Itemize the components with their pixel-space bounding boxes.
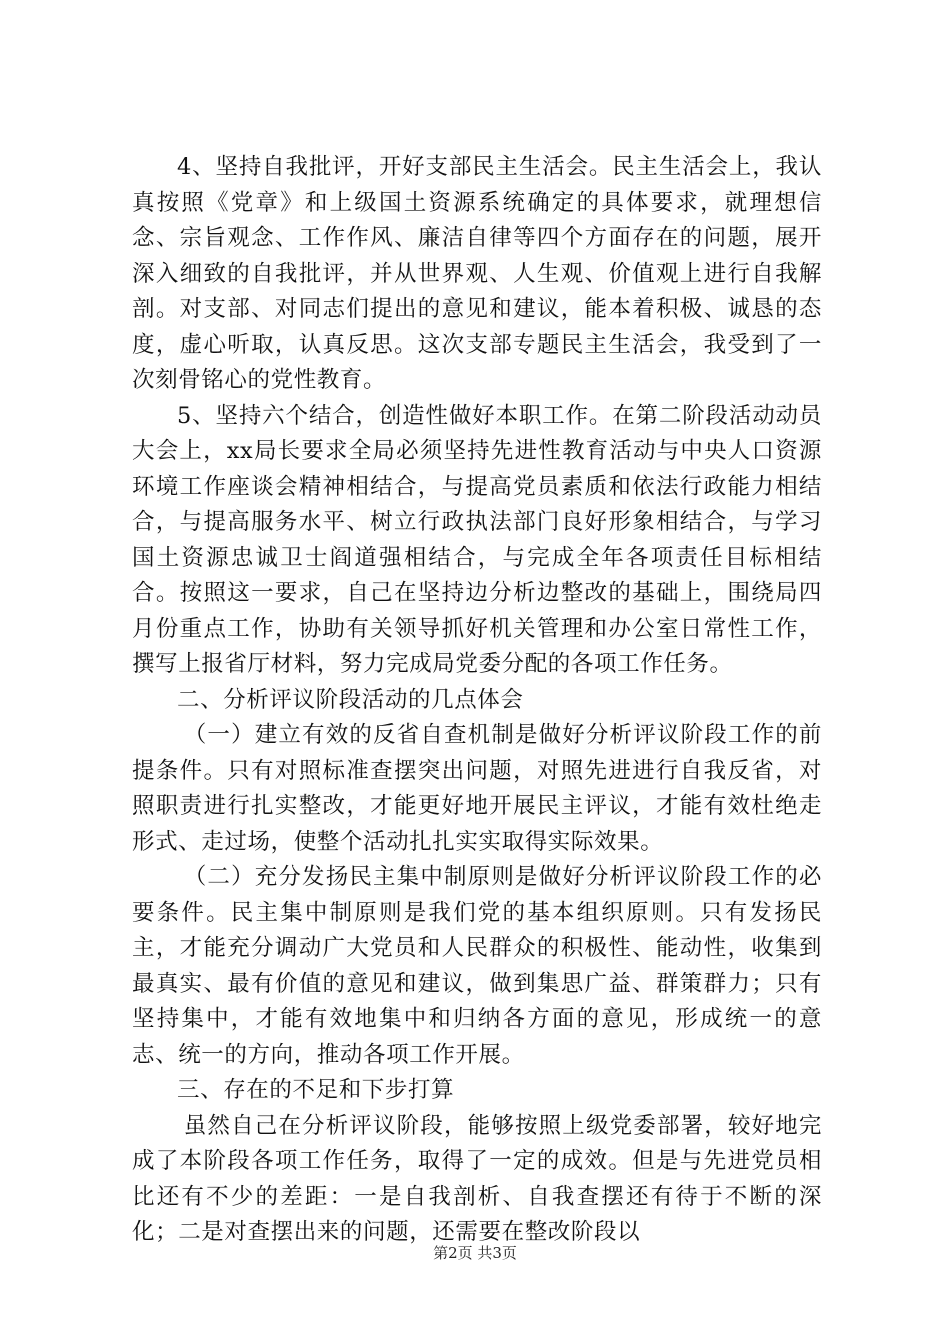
document-body	[132, 150, 822, 1251]
section-heading-3: 三、存在的不足和下步打算	[177, 1077, 455, 1103]
section-heading-2: 二、分析评议阶段活动的几点体会	[177, 686, 524, 713]
paragraph-sub-2: （二）充分发扬民主集中制原则是做好分析评议阶段工作的必要条件。民主集中制原则是我们党的基本组织原则。只有发扬民主，才能充分调动广大党员和人民群众的积极性、能动性，收集到最真实、最有价值的意见和建议，做到集思广益、群策群力；只有坚持集中，才能有效地集中和归纳各方面的意见，形成统一的意志、统一的方向，推动各项工作开展。	[132, 864, 822, 1068]
paragraph-item-5: 5、坚持六个结合，创造性做好本职工作。在第二阶段活动动员大会上，xx局长要求全局必须坚持先进性教育活动与中央人口资源环境工作座谈会精神相结合，与提高党员素质和依法行政能力相结合，与提高服务水平、树立行政执法部门良好形象相结合，与学习国土资源忠诚卫士阎道强相结合，与完成全年各项责任目标相结合。按照这一要求，自己在坚持边分析边整改的基础上，围绕局四月份重点工作，协助有关领导抓好机关管理和办公室日常性工作，撰写上报省厅材料，努力完成局党委分配的各项工作任务。	[132, 402, 822, 677]
page-footer: 第2页 共3页	[433, 1244, 517, 1262]
paragraph-item-4: 4、坚持自我批评，开好支部民主生活会。民主生活会上，我认真按照《党章》和上级国土资源系统确定的具体要求，就理想信念、宗旨观念、工作作风、廉洁自律等四个方面存在的问题，展开深入细致的自我批评，并从世界观、人生观、价值观上进行自我解剖。对支部、对同志们提出的意见和建议，能本着积极、诚恳的态度，虚心听取，认真反思。这次支部专题民主生活会，我受到了一次刻骨铭心的党性教育。	[132, 154, 822, 393]
paragraph-closing: 虽然自己在分析评议阶段，能够按照上级党委部署，较好地完成了本阶段各项工作任务，取得了一定的成效。但是与先进党员相比还有不少的差距：一是自我剖析、自我查摆还有待于不断的深化；二是对查摆出来的问题，还需要在整改阶段以	[132, 1112, 822, 1245]
paragraph-sub-1: （一）建立有效的反省自查机制是做好分析评议阶段工作的前提条件。只有对照标准查摆突出问题，对照先进进行自我反省，对照职责进行扎实整改，才能更好地开展民主评议，才能有效杜绝走形式、走过场，使整个活动扎扎实实取得实际效果。	[132, 722, 822, 855]
